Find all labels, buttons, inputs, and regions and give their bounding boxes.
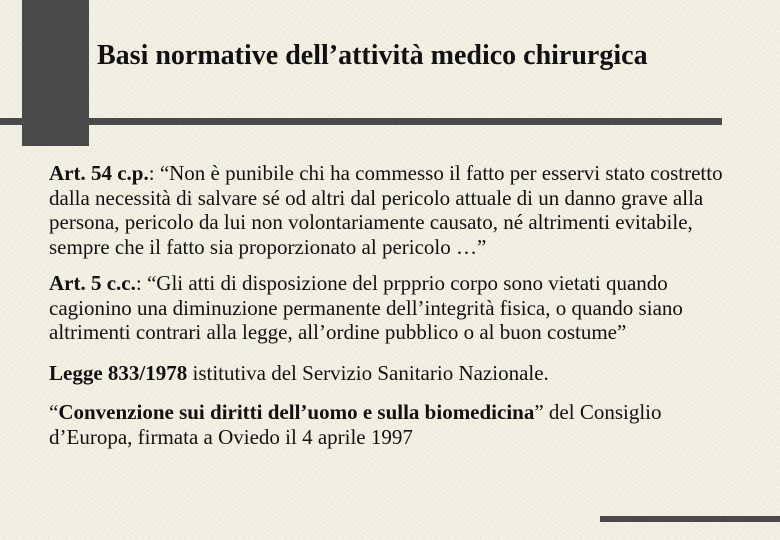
paragraph-text: istitutiva del Servizio Sanitario Nazionale.	[187, 360, 549, 385]
paragraph-lead: Art. 5 c.c.	[49, 271, 136, 295]
paragraph-text: : “Gli atti di disposizione del prpprio corpo sono vietati quando cagionino una diminuzione permanente dell’integrità fisica, o quando siano altrimenti contrari alla legge, all’ordine pubblico o al buon costume”	[49, 271, 683, 344]
slide-body	[49, 161, 749, 449]
paragraph-lead: Legge 833/1978	[49, 360, 188, 385]
paragraph-lead: Art. 54 c.p.	[49, 161, 149, 185]
paragraph-text: : “Non è punibile chi ha commesso il fatto per esservi stato costretto dalla necessità di salvare sé od altri dal pericolo attuale di un danno grave alla persona, pericolo da lui non volontariamente causato, né altrimenti evitabile, sempre che il fatto sia proporzionato al pericolo …”	[49, 161, 723, 259]
slide-title: Basi normative dell’attività medico chirurgica	[97, 40, 648, 71]
paragraph-text: ” del Consiglio d’Europa, firmata a Oviedo il 4 aprile 1997	[49, 400, 662, 449]
paragraph-art-54-cp	[49, 161, 749, 259]
paragraph-open-quote: “	[49, 400, 59, 424]
paragraph-legge-833	[49, 361, 749, 386]
paragraph-convenzione-oviedo	[49, 400, 749, 449]
decorative-bottom-bar	[600, 516, 780, 522]
decorative-horizontal-bar	[0, 118, 722, 125]
paragraph-art-5-cc	[49, 271, 749, 345]
paragraph-lead: Convenzione sui diritti dell’uomo e sulla biomedicina	[58, 400, 535, 424]
